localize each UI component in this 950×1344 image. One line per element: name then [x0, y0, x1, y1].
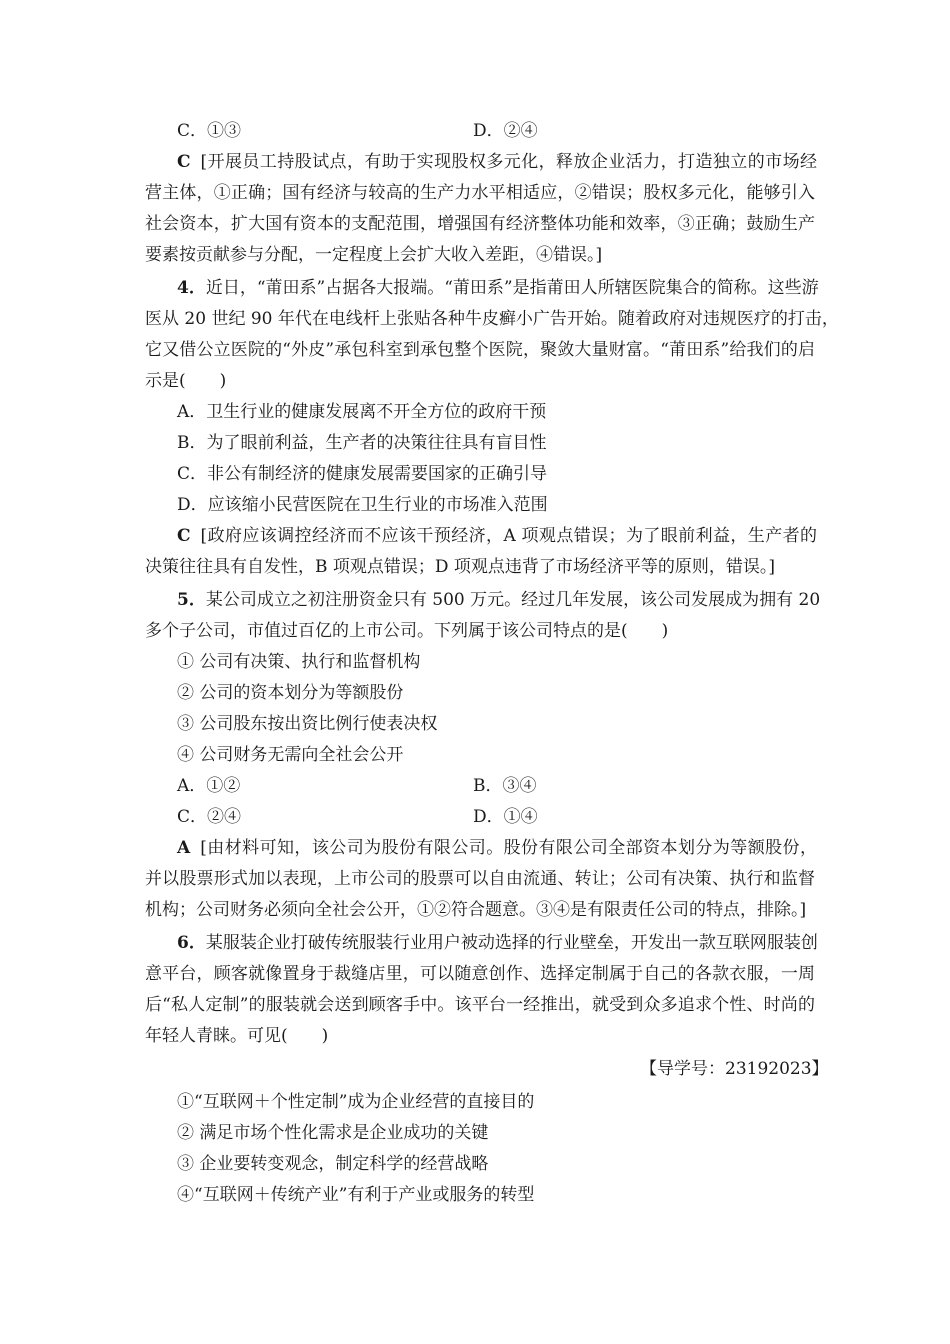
- q5-answer-letter: A: [177, 838, 191, 858]
- q4-stem-line-2: 医从 20 世纪 90 年代在电线杆上张贴各种牛皮癣小广告开始。随着政府对违规医疗的打击，: [145, 309, 839, 329]
- q5-option-c: C．②④: [177, 807, 242, 827]
- q5-option-b: B．③④: [473, 776, 537, 796]
- q4-number: 4．: [177, 278, 206, 298]
- q4-option-a: A．卫生行业的健康发展离不开全方位的政府干预: [177, 402, 547, 422]
- q6-item-4: ④“互联网＋传统产业”有利于产业或服务的转型: [177, 1185, 535, 1205]
- q5-stem-line-2: 多个子公司，市值过百亿的上市公司。下列属于该公司特点的是( ): [145, 621, 669, 641]
- q4-option-c: C．非公有制经济的健康发展需要国家的正确引导: [177, 464, 548, 484]
- q6-item-2: ② 满足市场个性化需求是企业成功的关键: [177, 1123, 489, 1143]
- q5-options-row-2: [177, 802, 817, 832]
- q4-stem-line-1: 4．近日，“莆田系”占据各大报端。“莆田系”是指莆田人所辖医院集合的简称。这些游: [177, 278, 819, 298]
- q5-item-4: ④ 公司财务无需向全社会公开: [177, 745, 404, 765]
- q6-number: 6．: [177, 933, 206, 953]
- q6-guide-number: 【导学号：23192023】: [640, 1059, 829, 1079]
- q6-item-3: ③ 企业要转变观念，制定科学的经营战略: [177, 1154, 489, 1174]
- q4-answer-line-2: 决策往往具有自发性，B 项观点错误；D 项观点违背了市场经济平等的原则，错误。]: [145, 557, 776, 577]
- q5-answer-line-1: A [由材料可知，该公司为股份有限公司。股份有限公司全部资本划分为等额股份，: [177, 838, 817, 858]
- q4-stem-line-4: 示是( ): [145, 371, 227, 391]
- q6-item-1: ①“互联网＋个性定制”成为企业经营的直接目的: [177, 1092, 535, 1112]
- q5-item-2: ② 公司的资本划分为等额股份: [177, 683, 404, 703]
- q3-options-row: [177, 116, 817, 146]
- q3-answer-letter: C: [177, 152, 191, 172]
- q3-answer-line-1: C [开展员工持股试点，有助于实现股权多元化，释放企业活力，打造独立的市场经: [177, 152, 817, 172]
- q3-option-d: D．②④: [473, 121, 538, 141]
- q5-options-row-1: [177, 771, 817, 801]
- q3-answer-line-4: 要素按贡献参与分配，一定程度上会扩大收入差距，④错误。]: [145, 245, 603, 265]
- q6-stem-line-4: 年轻人青睐。可见( ): [145, 1026, 329, 1046]
- q5-item-1: ① 公司有决策、执行和监督机构: [177, 652, 421, 672]
- q4-option-b: B．为了眼前利益，生产者的决策往往具有盲目性: [177, 433, 547, 453]
- q5-stem-line-1: 5．某公司成立之初注册资金只有 500 万元。经过几年发展，该公司发展成为拥有 20: [177, 590, 821, 610]
- q6-stem-line-2: 意平台，顾客就像置身于裁缝店里，可以随意创作、选择定制属于自己的各款衣服，一周: [145, 964, 815, 984]
- q5-answer-line-3: 机构；公司财务必须向全社会公开，①②符合题意。③④是有限责任公司的特点，排除。]: [145, 900, 807, 920]
- q4-answer-line-1: C [政府应该调控经济而不应该干预经济，A 项观点错误；为了眼前利益，生产者的: [177, 526, 817, 546]
- q3-option-c: C．①③: [177, 121, 242, 141]
- q3-answer-line-2: 营主体，①正确；国有经济与较高的生产力水平相适应，②错误；股权多元化，能够引入: [145, 183, 815, 203]
- q5-number: 5．: [177, 590, 206, 610]
- q6-stem-line-1: 6．某服装企业打破传统服装行业用户被动选择的行业壁垒，开发出一款互联网服装创: [177, 933, 818, 953]
- q5-item-3: ③ 公司股东按出资比例行使表决权: [177, 714, 438, 734]
- q3-answer-line-3: 社会资本，扩大国有资本的支配范围，增强国有经济整体功能和效率，③正确；鼓励生产: [145, 214, 815, 234]
- q4-answer-letter: C: [177, 526, 191, 546]
- q5-option-a: A．①②: [177, 776, 241, 796]
- q5-answer-line-2: 并以股票形式加以表现，上市公司的股票可以自由流通、转让；公司有决策、执行和监督: [145, 869, 815, 889]
- q4-option-d: D．应该缩小民营医院在卫生行业的市场准入范围: [177, 495, 548, 515]
- q5-option-d: D．①④: [473, 807, 538, 827]
- q4-stem-line-3: 它又借公立医院的“外皮”承包科室到承包整个医院，聚敛大量财富。“莆田系”给我们的启: [145, 340, 815, 360]
- q6-stem-line-3: 后“私人定制”的服装就会送到顾客手中。该平台一经推出，就受到众多追求个性、时尚的: [145, 995, 815, 1015]
